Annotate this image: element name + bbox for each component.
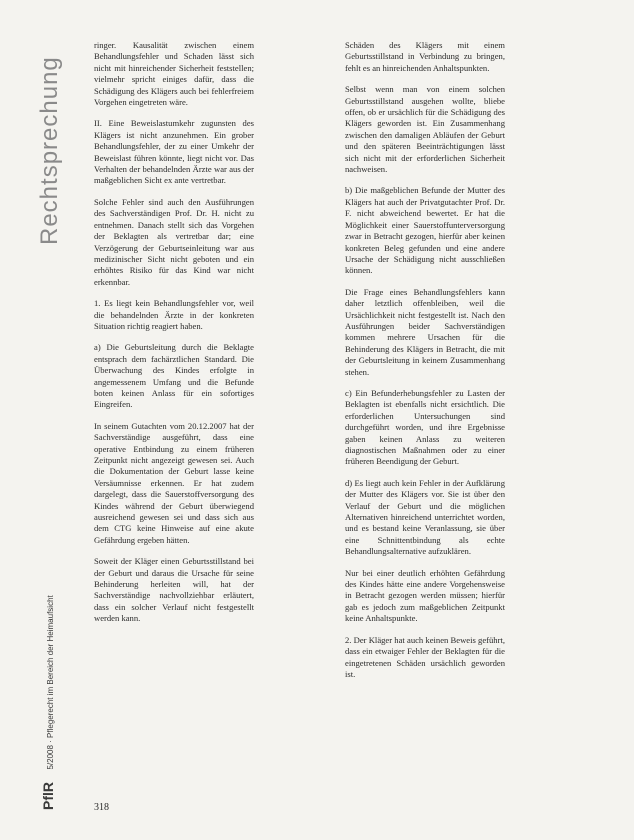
paragraph: Schäden des Klägers mit einem Geburtsstillstand in Verbindung zu bringen, fehlt es an hinreichenden Anhaltspunkten.	[345, 40, 505, 73]
paragraph: Soweit der Kläger einen Geburtsstillstand bei der Geburt und daraus die Ursache für seine Behinderung herleiten will, hat der Sachverständige nachvollziehbar erläutert, dass ein solcher Verlauf nicht festgestellt werden kann.	[94, 556, 254, 624]
journal-footer	[40, 595, 58, 810]
paragraph: Solche Fehler sind auch den Ausführungen des Sachverständigen Prof. Dr. H. nicht zu entnehmen. Danach stellt sich das Vorgehen der Beklagten als vertretbar dar; eine Verzögerung der Geburtseinleitung war aus medizinischer Sicht nicht geboten und ein erhöhtes Risiko für das Kind war nicht erkennbar.	[94, 196, 254, 287]
right-text-column	[345, 40, 505, 690]
paragraph: a) Die Geburtsleitung durch die Beklagte entsprach dem fachärztlichen Standard. Die Überwachung des Kindes erfolgte in angemessenem Umfang und die Befunde boten keinen Anlass für ein sofortiges Eingreifen.	[94, 342, 254, 410]
paragraph: c) Ein Befunderhebungsfehler zu Lasten der Beklagten ist ebenfalls nicht ersichtlich. Die erforderlichen Untersuchungen sind durchgeführt worden, und ihre Ergebnisse gaben keinen Anlass zu weiteren diagnostischen Maßnahmen oder zu einer früheren Beendigung der Geburt.	[345, 387, 505, 467]
journal-logo: PflR	[40, 782, 56, 810]
paragraph: Nur bei einer deutlich erhöhten Gefährdung des Kindes hätte eine andere Vorgehensweise in Betracht gezogen werden müssen; hierfür gab es jedoch zum maßgeblichen Zeitpunkt keine Anhaltspunkte.	[345, 567, 505, 624]
section-title: Rechtsprechung	[36, 56, 63, 245]
paragraph: Die Frage eines Behandlungsfehlers kann daher letztlich offenbleiben, weil die Ursächlichkeit nicht festgestellt ist. Nach den Ausführungen beider Sachverständigen kommen mehrere Ursachen für die Behinderung des Klägers in Betracht, die mit der Geburtsleitung in keinem Zusammenhang stehen.	[345, 286, 505, 377]
paragraph: Selbst wenn man von einem solchen Geburtsstillstand ausgehen wollte, bliebe offen, ob er ursächlich für die Schädigung des Klägers geworden ist. Ein Zusammenhang zwischen den damaligen Abläufen der Geburt und den späteren Beeinträchtigungen lässt sich nicht mit der erforderlichen Sicherheit nachweisen.	[345, 84, 505, 175]
paragraph: 2. Der Kläger hat auch keinen Beweis geführt, dass ein etwaiger Fehler der Beklagten für die eingetretenen Schäden ursächlich geworden ist.	[345, 634, 505, 679]
page-number: 318	[94, 802, 109, 813]
paragraph: b) Die maßgeblichen Befunde der Mutter des Klägers hat auch der Privatgutachter Prof. Dr. F. nicht abweichend bewertet. Er hat die Möglichkeit einer Sauerstoffunterversorgung zwar in Betracht gezogen, hierfür aber keinen konkreten Beleg gefunden und eine andere Ursache der Schädigung nicht ausschließen können.	[345, 185, 505, 276]
paragraph: In seinem Gutachten vom 20.12.2007 hat der Sachverständige ausgeführt, dass eine operative Entbindung zu einem früheren Zeitpunkt nicht angezeigt gewesen sei. Auch die Dokumentation der Geburt lasse keine Versäumnisse erkennen. Er hat zudem dargelegt, dass die Sauerstoffversorgung des Kindes während der Geburt überwiegend ausreichend gewesen sei und dass sich aus dem CTG keine Hinweise auf eine akute Gefährdung ergeben hätten.	[94, 420, 254, 545]
paragraph: d) Es liegt auch kein Fehler in der Aufklärung der Mutter des Klägers vor. Sie ist über den Verlauf der Geburt und die möglichen Alternativen hinreichend unterrichtet worden, und es bestand keine Veranlassung, sie über eine Schnittentbindung als echte Behandlungsalternative aufzuklären.	[345, 477, 505, 557]
paragraph: ringer. Kausalität zwischen einem Behandlungsfehler und Schaden lässt sich nicht mit hinreichender Sicherheit feststellen; vielmehr spricht einiges dafür, dass die Schädigung des Klägers auch bei fehlerfreiem Vorgehen eingetreten wäre.	[94, 40, 254, 108]
paragraph: 1. Es liegt kein Behandlungsfehler vor, weil die behandelnden Ärzte in der konkreten Situation richtig reagiert haben.	[94, 298, 254, 331]
left-text-column	[94, 40, 254, 635]
paragraph: II. Eine Beweislastumkehr zugunsten des Klägers ist nicht anzunehmen. Ein grober Behandlungsfehler, der zu einer Umkehr der Beweislast führen könnte, liegt nicht vor. Das Verhalten der behandelnden Ärzte war aus der maßgeblichen Sicht ex ante vertretbar.	[94, 118, 254, 186]
journal-issue: 5/2008 · Pflegerecht im Bereich der Heimaufsicht	[46, 595, 55, 770]
